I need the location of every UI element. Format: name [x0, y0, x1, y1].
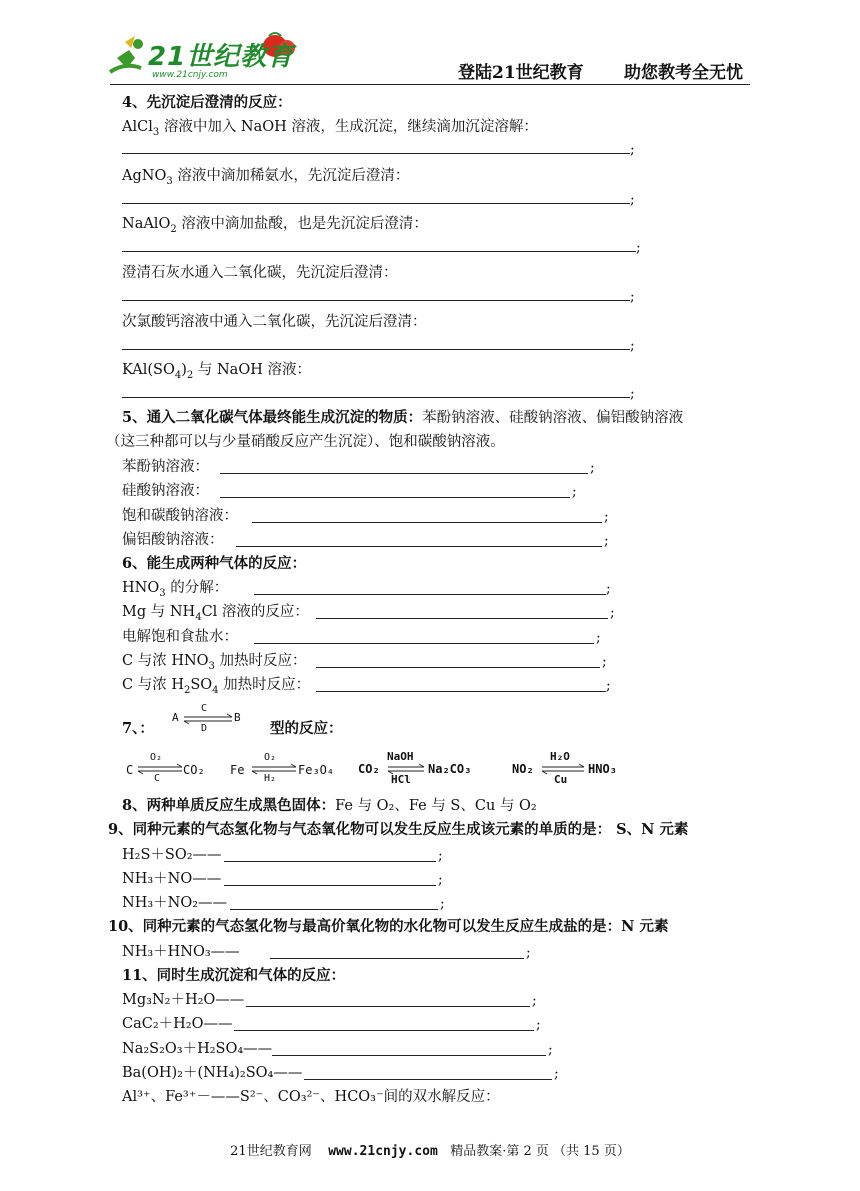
- answer-line[interactable]: [122, 397, 630, 398]
- semicolon: ;: [636, 240, 641, 256]
- example-co2-na2co3: CO₂ NaOH HCl Na₂CO₃: [358, 750, 472, 786]
- answer-line[interactable]: [220, 473, 588, 474]
- diagram-top: C: [201, 703, 208, 714]
- section-7-prefix: 7、：: [122, 720, 154, 737]
- answer-line[interactable]: [236, 546, 602, 547]
- example-no2-hno3: NO₂ H₂O Cu HNO₃: [512, 750, 617, 786]
- answer-line[interactable]: [246, 1006, 530, 1007]
- section-6-title: 6、能生成两种气体的反应：: [122, 555, 307, 572]
- s4-item-6: $KAl(SO_4)_2$ 与 NaOH 溶液：: [122, 362, 311, 381]
- s11-item-1: Mg₃N₂＋H₂O——: [122, 992, 245, 1008]
- semicolon: ;: [604, 533, 609, 549]
- example-c-co2: C O₂ C CO₂: [126, 752, 205, 784]
- semicolon: ;: [606, 581, 611, 597]
- answer-line[interactable]: [122, 203, 630, 204]
- s11-last: Al³⁺、Fe³⁺－——S²⁻、CO₃²⁻、HCO₃⁻间的双水解反应：: [122, 1089, 500, 1105]
- s10-item-1: NH₃＋HNO₃——: [122, 944, 240, 960]
- section-5-line2: （这三种都可以与少量硝酸反应产生沉淀）、饱和碳酸钠溶液。: [106, 434, 505, 450]
- answer-line[interactable]: [252, 522, 602, 523]
- section-10-title: 10、同种元素的气态氢化物与最高价氧化物的水化物可以发生反应生成盐的是：N 元素: [108, 918, 669, 935]
- answer-line[interactable]: [272, 1055, 546, 1056]
- answer-line[interactable]: [230, 909, 438, 910]
- semicolon: ;: [630, 386, 635, 402]
- semicolon: ;: [526, 945, 531, 961]
- section-7-suffix: 型的反应：: [270, 720, 343, 737]
- s6-item-5: C 与浓 $H_2SO_4$ 加热时反应：: [122, 677, 311, 696]
- answer-line[interactable]: [122, 349, 630, 350]
- abcd-diagram: [172, 703, 244, 737]
- s6-item-4: C 与浓 $HNO_3$ 加热时反应：: [122, 653, 307, 672]
- s5-item-3: 饱和碳酸钠溶液：: [122, 508, 238, 524]
- answer-line[interactable]: [270, 958, 524, 959]
- section-8: 8、两种单质反应生成黑色固体：Fe 与 O₂、Fe 与 S、Cu 与 O₂: [122, 797, 537, 814]
- s9-item-2: NH₃＋NO——: [122, 871, 222, 887]
- semicolon: ;: [548, 1042, 553, 1058]
- section-9-title: 9、同种元素的气态氢化物与气态氧化物可以发生反应生成该元素的单质的是： S、N 元素: [108, 821, 689, 838]
- semicolon: ;: [572, 484, 577, 500]
- s6-item-3: 电解饱和食盐水：: [122, 629, 238, 645]
- s9-item-3: NH₃＋NO₂——: [122, 895, 228, 911]
- answer-line[interactable]: [316, 691, 606, 692]
- semicolon: ;: [554, 1066, 559, 1082]
- footer-site: 21世纪教育网: [230, 1144, 312, 1159]
- answer-line[interactable]: [316, 618, 608, 619]
- footer: [0, 1140, 860, 1159]
- s11-item-2: CaC₂＋H₂O——: [122, 1016, 233, 1032]
- semicolon: ;: [532, 993, 537, 1009]
- s11-item-4: Ba(OH)₂＋(NH₄)₂SO₄——: [122, 1065, 303, 1081]
- s11-item-3: Na₂S₂O₃＋H₂SO₄——: [122, 1041, 273, 1057]
- semicolon: ;: [606, 678, 611, 694]
- footer-note: 精品教案·第 2 页 （共 15 页）: [450, 1144, 630, 1159]
- answer-line[interactable]: [122, 153, 630, 154]
- s4-item-5: 次氯酸钙溶液中通入二氧化碳，先沉淀后澄清：: [122, 314, 427, 330]
- header-rule: [110, 84, 750, 85]
- semicolon: ;: [438, 848, 443, 864]
- header-slogan-right: 助您教考全无忧: [624, 63, 743, 83]
- header-slogan-left: 登陆21世纪教育: [458, 63, 584, 83]
- s4-item-4: 澄清石灰水通入二氧化碳，先沉淀后澄清：: [122, 265, 398, 281]
- answer-line[interactable]: [254, 594, 606, 595]
- answer-line[interactable]: [224, 885, 436, 886]
- diagram-a: A: [172, 711, 179, 724]
- section-11-title: 11、同时生成沉淀和气体的反应：: [122, 967, 346, 984]
- semicolon: ;: [590, 460, 595, 476]
- answer-line[interactable]: [304, 1079, 552, 1080]
- logo-url: www.21cnjy.com: [152, 70, 228, 80]
- answer-line[interactable]: [122, 300, 630, 301]
- s5-item-1: 苯酚钠溶液：: [122, 459, 209, 475]
- s4-item-1: AlCl$_3$ 溶液中加入 NaOH 溶液，生成沉淀，继续滴加沉淀溶解：: [122, 119, 538, 138]
- answer-line[interactable]: [122, 251, 636, 252]
- answer-line[interactable]: [224, 861, 436, 862]
- s5-item-2: 硅酸钠溶液：: [122, 483, 209, 499]
- semicolon: ;: [604, 509, 609, 525]
- diagram-b: B: [234, 711, 241, 724]
- s6-item-2: Mg 与 $NH_4Cl$ 溶液的反应：: [122, 604, 309, 623]
- s6-item-1: $HNO_3$ 的分解：: [122, 580, 229, 599]
- s5-item-4: 偏铝酸钠溶液：: [122, 532, 224, 548]
- answer-line[interactable]: [316, 667, 600, 668]
- semicolon: ;: [602, 654, 607, 670]
- semicolon: ;: [630, 289, 635, 305]
- section-4-title: 4、先沉淀后澄清的反应：: [122, 94, 292, 111]
- answer-line[interactable]: [254, 643, 594, 644]
- semicolon: ;: [630, 142, 635, 158]
- semicolon: ;: [596, 630, 601, 646]
- semicolon: ;: [440, 896, 445, 912]
- semicolon: ;: [630, 192, 635, 208]
- semicolon: ;: [630, 338, 635, 354]
- logo-text: 21世纪教育: [148, 42, 295, 72]
- answer-line[interactable]: [220, 497, 570, 498]
- s4-item-3: NaAlO$_2$ 溶液中滴加盐酸，也是先沉淀后澄清：: [122, 216, 428, 235]
- semicolon: ;: [610, 605, 615, 621]
- s9-item-1: H₂S＋SO₂——: [122, 847, 222, 863]
- footer-url[interactable]: www.21cnjy.com: [328, 1144, 438, 1159]
- answer-line[interactable]: [234, 1030, 534, 1031]
- diagram-bottom: D: [201, 723, 208, 734]
- semicolon: ;: [438, 872, 443, 888]
- semicolon: ;: [536, 1017, 541, 1033]
- section-5-title: 5、通入二氧化碳气体最终能生成沉淀的物质：苯酚钠溶液、硅酸钠溶液、偏铝酸钠溶液: [122, 409, 684, 426]
- example-fe-fe3o4: Fe O₂ H₂ Fe₃O₄: [230, 752, 335, 784]
- s4-item-2: AgNO$_3$ 溶液中滴加稀氨水，先沉淀后澄清：: [122, 168, 410, 187]
